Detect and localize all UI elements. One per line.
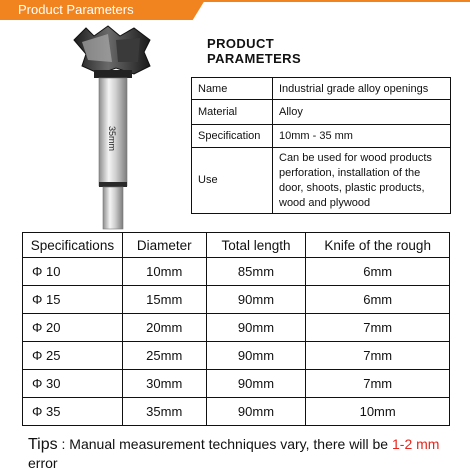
knife-cell: 7mm [306,314,450,342]
product-parameters-table [191,77,451,214]
table-row [23,342,450,370]
param-value: Industrial grade alloy openings [273,78,451,100]
col-header-total-length: Total length [206,233,306,258]
specifications-table [22,232,450,426]
param-row-specification [192,125,451,148]
tips-highlight: 1-2 mm [392,436,440,452]
param-key: Specification [192,125,273,148]
length-cell: 90mm [206,314,306,342]
spec-cell: Φ 15 [23,286,123,314]
drill-engraving: 35mm [107,126,117,152]
tips-label: Tips [28,436,58,453]
spec-header-row [23,233,450,258]
param-row-use [192,148,451,214]
col-header-diameter: Diameter [122,233,206,258]
spec-cell: Φ 30 [23,370,123,398]
diameter-cell: 35mm [122,398,206,426]
length-cell: 90mm [206,370,306,398]
param-value: Alloy [273,100,451,125]
param-row-name [192,78,451,100]
table-row [23,286,450,314]
knife-cell: 7mm [306,370,450,398]
param-value: Can be used for wood products perforation, installation of the door, shoots, plastic products, wood and plywood [273,148,451,214]
length-cell: 90mm [206,342,306,370]
forstner-drill-bit-image [60,22,180,232]
table-row [23,370,450,398]
diameter-cell: 10mm [122,258,206,286]
param-key: Name [192,78,273,100]
length-cell: 90mm [206,398,306,426]
diameter-cell: 30mm [122,370,206,398]
col-header-specifications: Specifications [23,233,123,258]
heading-line-2: PARAMETERS [207,51,302,66]
spec-cell: Φ 35 [23,398,123,426]
diameter-cell: 15mm [122,286,206,314]
param-row-material [192,100,451,125]
product-parameters-heading [207,36,301,66]
knife-cell: 6mm [306,258,450,286]
param-value: 10mm - 35 mm [273,125,451,148]
table-row [23,258,450,286]
col-header-knife-of-the-rough: Knife of the rough [306,233,450,258]
section-banner [0,0,470,20]
knife-cell: 10mm [306,398,450,426]
tips-text: : Manual measurement techniques vary, there will be [57,436,392,452]
knife-cell: 6mm [306,286,450,314]
diameter-cell: 20mm [122,314,206,342]
param-key: Material [192,100,273,125]
banner-title: Product Parameters [18,2,134,17]
heading-line-1: PRODUCT [207,36,275,51]
knife-cell: 7mm [306,342,450,370]
spec-cell: Φ 10 [23,258,123,286]
diameter-cell: 25mm [122,342,206,370]
param-key: Use [192,148,273,214]
spec-cell: Φ 20 [23,314,123,342]
table-row [23,398,450,426]
table-row [23,314,450,342]
measurement-tips [28,435,470,470]
tips-text-end: error [28,455,58,470]
spec-cell: Φ 25 [23,342,123,370]
length-cell: 90mm [206,286,306,314]
length-cell: 85mm [206,258,306,286]
